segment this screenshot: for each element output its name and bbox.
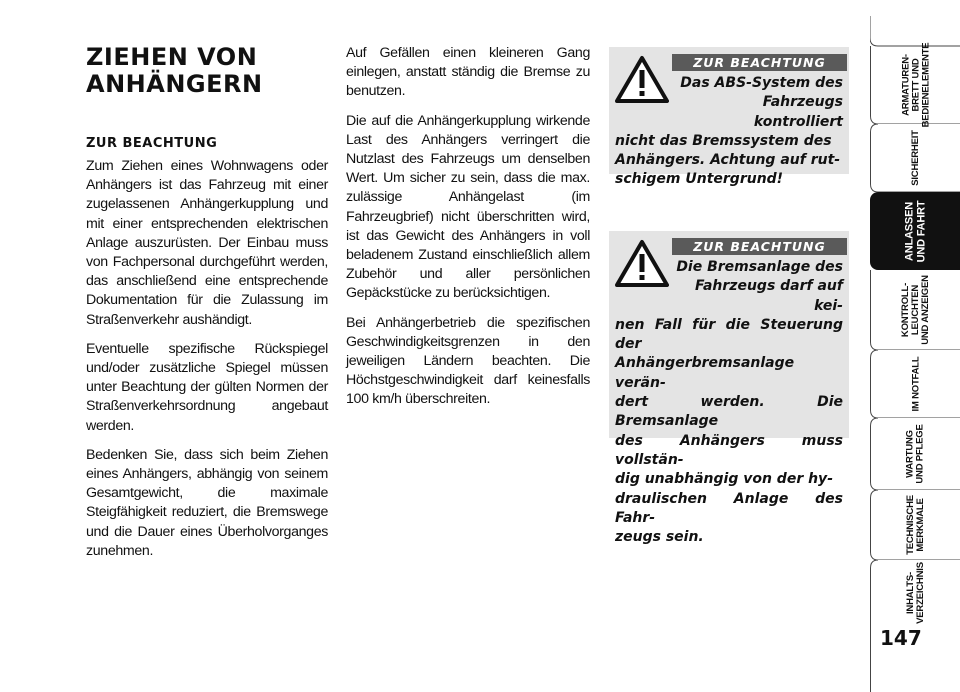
- warning-box-abs: [609, 47, 849, 188]
- subtitle: ZUR BEACHTUNG: [86, 136, 218, 151]
- paragraph: Zum Ziehen eines Wohnwagens oder Anhängers ist das Fahrzeug mit einer zugelassenen Anhängerkupplung und mit einer entsprechenden elektrischen Anlage auszurüsten. Der Einbau muss von Fachpersonal durchgeführt werden, das anschließend eine entsprechende Dokumentation für die Zulassung im Straßenverkehr aushändigt.: [86, 158, 328, 328]
- tab-kontrollleuchten[interactable]: [870, 270, 960, 350]
- warning-line: nen Fall für die Steuerung der: [615, 316, 843, 353]
- warning-text: [615, 258, 843, 547]
- chapter-tabs: [870, 16, 960, 692]
- warning-line: Anhängers. Achtung auf rut-: [615, 152, 841, 169]
- warning-line: Das ABS-System des: [680, 75, 843, 91]
- title-line-1: ZIEHEN VON: [86, 43, 258, 71]
- middle-column: [346, 44, 590, 420]
- tab-wartung-und-pflege[interactable]: [870, 418, 960, 490]
- section-title: [86, 44, 328, 98]
- warning-badge: ZUR BEACHTUNG: [672, 54, 847, 71]
- warning-line: dig unabhängig von der hy-: [615, 471, 833, 488]
- tab-label: TECHNISCHE MERKMALE: [904, 495, 926, 555]
- warning-text: [615, 74, 843, 190]
- warning-line: dert werden. Die Bremsanlage: [615, 394, 843, 430]
- paragraph: Bedenken Sie, dass sich beim Ziehen eines Anhängers, abhängig von seinem Gesamtgewicht, die maximale Steigfähigkeit reduziert, die Bremswege und die Dauer eines Überholvorganges zunehmen.: [86, 446, 328, 559]
- tab-im-notfall[interactable]: [870, 350, 960, 418]
- warning-badge: ZUR BEACHTUNG: [672, 238, 847, 255]
- tab-label: IM NOTFALL: [910, 356, 921, 412]
- warning-line: Anhängerbremsanlage verän-: [615, 355, 795, 391]
- left-column: [86, 44, 328, 571]
- tab-sicherheit[interactable]: [870, 124, 960, 192]
- warning-line: draulischen Anlage des Fahr-: [615, 490, 843, 526]
- paragraph: Auf Gefällen einen kleineren Gang einlegen, anstatt ständig die Bremse zu benutzen.: [346, 45, 590, 100]
- tab-label: SICHERHEIT: [909, 130, 921, 186]
- warning-line: zeugs sein.: [615, 529, 704, 546]
- tab-label: ARMATUREN- BRETT UND BEDIENELEMENTE: [900, 42, 932, 128]
- warning-box-brakes: [609, 231, 849, 546]
- warning-line: Fahrzeugs kontrolliert: [753, 94, 843, 130]
- warning-line: Die Bremsanlage des: [676, 259, 843, 275]
- paragraph: Die auf die Anhängerkupplung wirkende Last des Anhängers verringert die Nutzlast des Fahrzeugs um denselben Wert. Um sicher zu sein, dass die max. zulässige Anhängelast (im Fahrzeugbrief) nicht überschritten wird, ist das Gewicht des Anhängers in voll beladenem Zustand einschließlich allem Zubehör und aller persönlichen Gepäckstücke zu berücksichtigen.: [346, 112, 590, 302]
- tab-inhaltsverzeichnis[interactable]: [870, 560, 960, 626]
- tab-label: INHALTS- VERZEICHNIS: [904, 562, 926, 624]
- tab-armaturenbrett[interactable]: [870, 42, 960, 128]
- warning-line: nicht das Bremssystem des: [615, 132, 832, 149]
- tab-label: WARTUNG UND PFLEGE: [904, 424, 926, 484]
- paragraph: Bei Anhängerbetrieb die spezifischen Geschwindigkeitsgrenzen in den jeweiligen Ländern beachten. Die Höchstgeschwindigkeit darf keinesfalls 100 km/h überschreiten.: [346, 314, 590, 408]
- warning-line: des Anhängers muss vollstän-: [615, 432, 843, 468]
- warning-line: Fahrzeugs darf auf kei-: [695, 278, 843, 314]
- tab-technische-merkmale[interactable]: [870, 490, 960, 560]
- tab-label: ANLASSEN UND FAHRT: [903, 200, 927, 262]
- page-number: 147: [880, 626, 922, 650]
- warning-line: schigem Untergrund!: [615, 171, 784, 188]
- tab-label: KONTROLL- LEUCHTEN UND ANZEIGEN: [900, 275, 931, 345]
- title-line-2: ANHÄNGERN: [86, 70, 263, 98]
- tab-anlassen-und-fahrt[interactable]: [870, 192, 960, 270]
- paragraph: Eventuelle spezifische Rückspiegel und/oder zusätzliche Spiegel müssen unter Beachtung der gülten Normen der Straßenverkehrsordnung angebaut werden.: [86, 340, 328, 434]
